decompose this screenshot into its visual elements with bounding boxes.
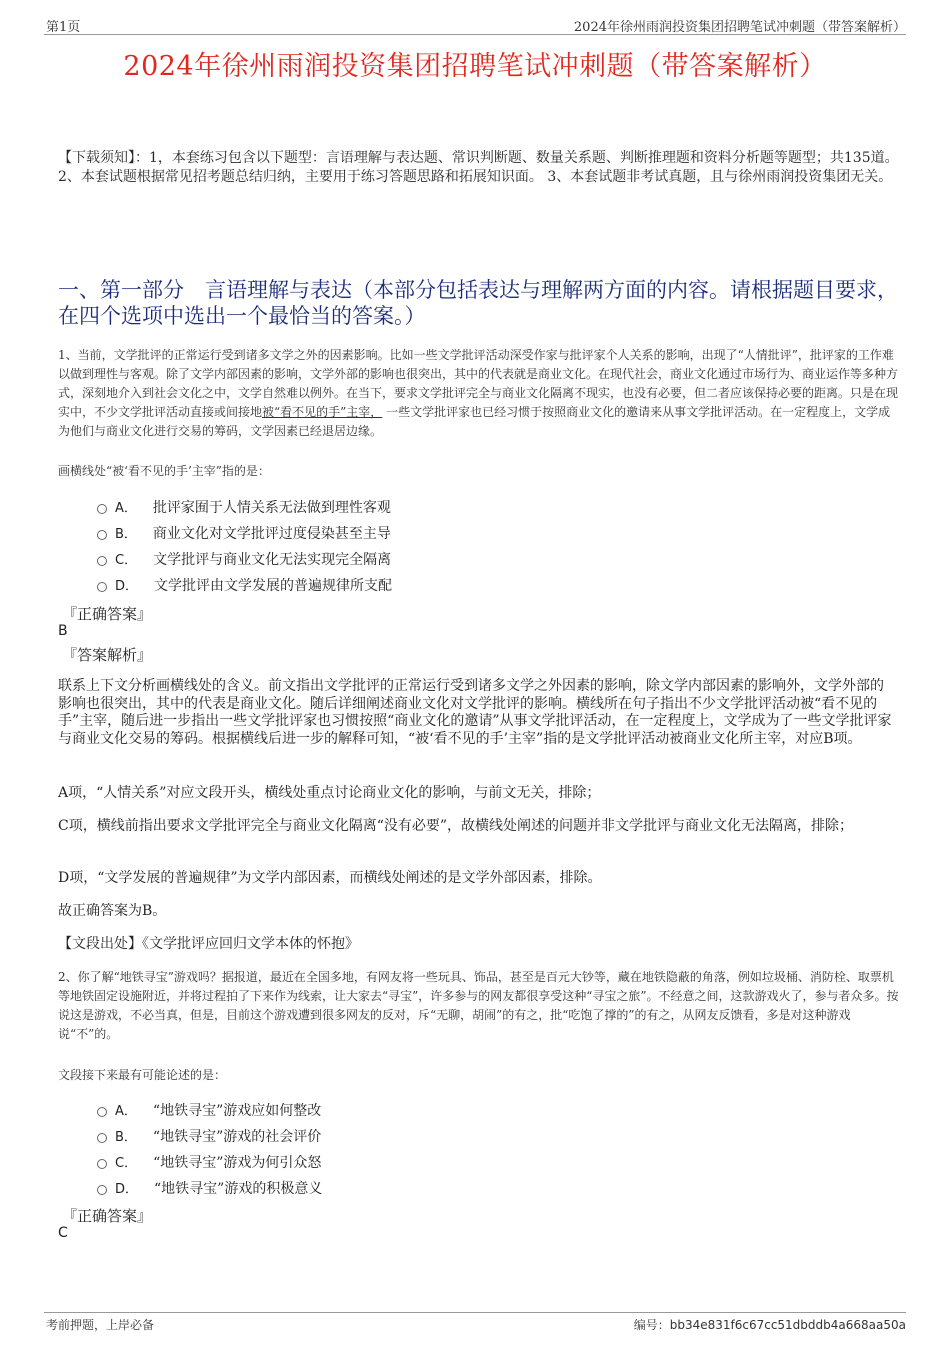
q1-analysis-label: 『答案解析』 bbox=[62, 646, 153, 664]
radio-icon[interactable] bbox=[97, 1133, 107, 1143]
option-text: “地铁寻宝”游戏的社会评价 bbox=[152, 1129, 322, 1145]
footer-doc-id: 编号：bb34e831f6c67cc51dbddb4a668aa50a bbox=[633, 1318, 906, 1332]
section-heading: 一、第一部分 言语理解与表达（本部分包括表达与理解两方面的内容。请根据题目要求，在四个选项中选出一个最恰当的答案。） bbox=[58, 278, 898, 328]
option-letter: C． bbox=[115, 1156, 138, 1171]
q1-analysis-a: A项，“人情关系”对应文段开头，横线处重点讨论商业文化的影响，与前文无关，排除； bbox=[58, 785, 601, 801]
document-title: 2024年徐州雨润投资集团招聘笔试冲刺题（带答案解析） bbox=[123, 51, 827, 82]
q1-option-d[interactable] bbox=[97, 575, 392, 595]
page-number: 第1页 bbox=[46, 20, 81, 35]
radio-icon[interactable] bbox=[97, 582, 107, 592]
page-footer bbox=[44, 1312, 906, 1333]
q1-option-a[interactable] bbox=[97, 497, 391, 517]
download-notice: 【下载须知】：1，本套练习包含以下题型：言语理解与表达题、常识判断题、数量关系题、判断推理题和资料分析题等题型；共135道。 2、本套试题根据常见招考题总结归纳，主要用于练习答题思路和拓展知识面。 3、本套试题非考试真题，且与徐州雨润投资集团无关。 bbox=[58, 150, 899, 185]
q1-stem-after: 一些文学批评家也已经习惯于按照商业文化的邀请来从事文学批评活动。在一定程度上，文学成为他们与商业文化进行交易的筹码，文学因素已经退居边缘。 bbox=[58, 405, 891, 438]
q2-option-b[interactable] bbox=[97, 1126, 321, 1146]
q2-option-c[interactable] bbox=[97, 1152, 321, 1172]
option-text: 批评家囿于人情关系无法做到理性客观 bbox=[152, 500, 391, 516]
radio-icon[interactable] bbox=[97, 504, 107, 514]
question-2-stem: 2、你了解“地铁寻宝”游戏吗？据报道，最近在全国多地，有网友将一些玩具、饰品，甚至是百元大钞等，藏在地铁隐蔽的角落，例如垃圾桶、消防栓、取票机等地铁固定设施附近，并将过程拍了下来作为线索，让大家去“寻宝”，许多参与的网友都很享受这种“寻宝之旅”。不经意之间，这款游戏火了，参与者众多。按说这是游戏，不必当真，但是，目前这个游戏遭到很多网友的反对，斥“无聊，胡闹”的有之，批“吃饱了撑的”的有之，从网友反馈看，多是对这种游戏说“不”的。 bbox=[58, 970, 899, 1041]
radio-icon[interactable] bbox=[97, 1185, 107, 1195]
option-text: 商业文化对文学批评过度侵染甚至主导 bbox=[152, 526, 391, 542]
q2-answer-label: 『正确答案』 bbox=[62, 1207, 153, 1225]
question-2-prompt: 文段接下来最有可能论述的是： bbox=[58, 1068, 227, 1082]
radio-icon[interactable] bbox=[97, 556, 107, 566]
footer-slogan: 考前押题，上岸必备 bbox=[46, 1318, 155, 1332]
radio-icon[interactable] bbox=[97, 1159, 107, 1169]
q1-analysis-c: C项，横线前指出要求文学批评完全与商业文化隔离“没有必要”，故横线处阐述的问题并非文学批评与商业文化无法隔离，排除； bbox=[58, 818, 854, 834]
question-1-prompt: 画横线处“被‘看不见的手’主宰”指的是： bbox=[58, 464, 270, 478]
option-letter: D． bbox=[115, 579, 139, 594]
option-letter: C． bbox=[115, 553, 138, 568]
q1-answer-label: 『正确答案』 bbox=[62, 605, 153, 623]
option-text: 文学批评由文学发展的普遍规律所支配 bbox=[154, 578, 393, 594]
radio-icon[interactable] bbox=[97, 530, 107, 540]
q2-option-a[interactable] bbox=[97, 1100, 321, 1120]
option-text: 文学批评与商业文化无法实现完全隔离 bbox=[153, 552, 392, 568]
radio-icon[interactable] bbox=[97, 1107, 107, 1117]
q1-analysis-d: D项，“文学发展的普遍规律”为文学内部因素，而横线处阐述的是文学外部因素，排除。 bbox=[58, 870, 602, 886]
option-text: “地铁寻宝”游戏为何引众怒 bbox=[153, 1155, 322, 1171]
option-letter: B． bbox=[115, 527, 137, 542]
option-letter: D． bbox=[115, 1182, 139, 1197]
page-header bbox=[44, 14, 906, 35]
q1-option-c[interactable] bbox=[97, 549, 391, 569]
q1-answer: B bbox=[58, 623, 68, 639]
q2-option-d[interactable] bbox=[97, 1178, 322, 1198]
header-doc-title: 2024年徐州雨润投资集团招聘笔试冲刺题（带答案解析） bbox=[573, 20, 906, 35]
option-letter: B． bbox=[115, 1130, 137, 1145]
q1-option-b[interactable] bbox=[97, 523, 391, 543]
option-letter: A． bbox=[115, 501, 137, 516]
option-letter: A． bbox=[115, 1104, 137, 1119]
q1-analysis-main: 联系上下文分析画横线处的含义。前文指出文学批评的正常运行受到诸多文学之外因素的影响，除文学内部因素的影响外，文学外部的影响也很突出，其中的代表是商业文化。随后详细阐述商业文化对文学批评的影响。横线所在句子指出不少文学批评活动被“看不见的手”主宰，随后进一步指出一些文学批评家也习惯按照“商业文化的邀请”从事文学批评活动，在一定程度上，文学成为了一些文学批评家与商业文化交易的筹码。根据横线后进一步的解释可知，“被‘看不见的手’主宰”指的是文学批评活动被商业文化所主宰，对应B项。 bbox=[58, 678, 892, 747]
option-text: “地铁寻宝”游戏的积极意义 bbox=[154, 1181, 323, 1197]
q1-source: 【文段出处】《文学批评应回归文学本体的怀抱》 bbox=[58, 936, 359, 952]
q1-conclusion: 故正确答案为B。 bbox=[58, 903, 167, 919]
question-1-stem bbox=[58, 346, 900, 441]
q1-stem-underlined: 被“看不见的手”主宰， bbox=[262, 405, 383, 419]
option-text: “地铁寻宝”游戏应如何整改 bbox=[152, 1103, 322, 1119]
q2-answer: C bbox=[58, 1225, 68, 1241]
q1-stem-before: 1、当前，文学批评的正常运行受到诸多文学之外的因素影响。比如一些文学批评活动深受作家与批评家个人关系的影响，出现了“人情批评”，批评家的工作难以做到理性与客观。除了文学内部因素的影响，文学外部的影响也很突出，其中的代表就是商业文化。在现代社会，商业文化通过市场行为、商业运作等多种方式，深刻地介入到社会文化之中，文学自然难以例外。在当下，要求文学批评完全与商业文化隔离不现实，也没有必要，但二者应该保持必要的距离。只是在现实中，不少文学批评活动直接或间接地 bbox=[58, 348, 899, 419]
